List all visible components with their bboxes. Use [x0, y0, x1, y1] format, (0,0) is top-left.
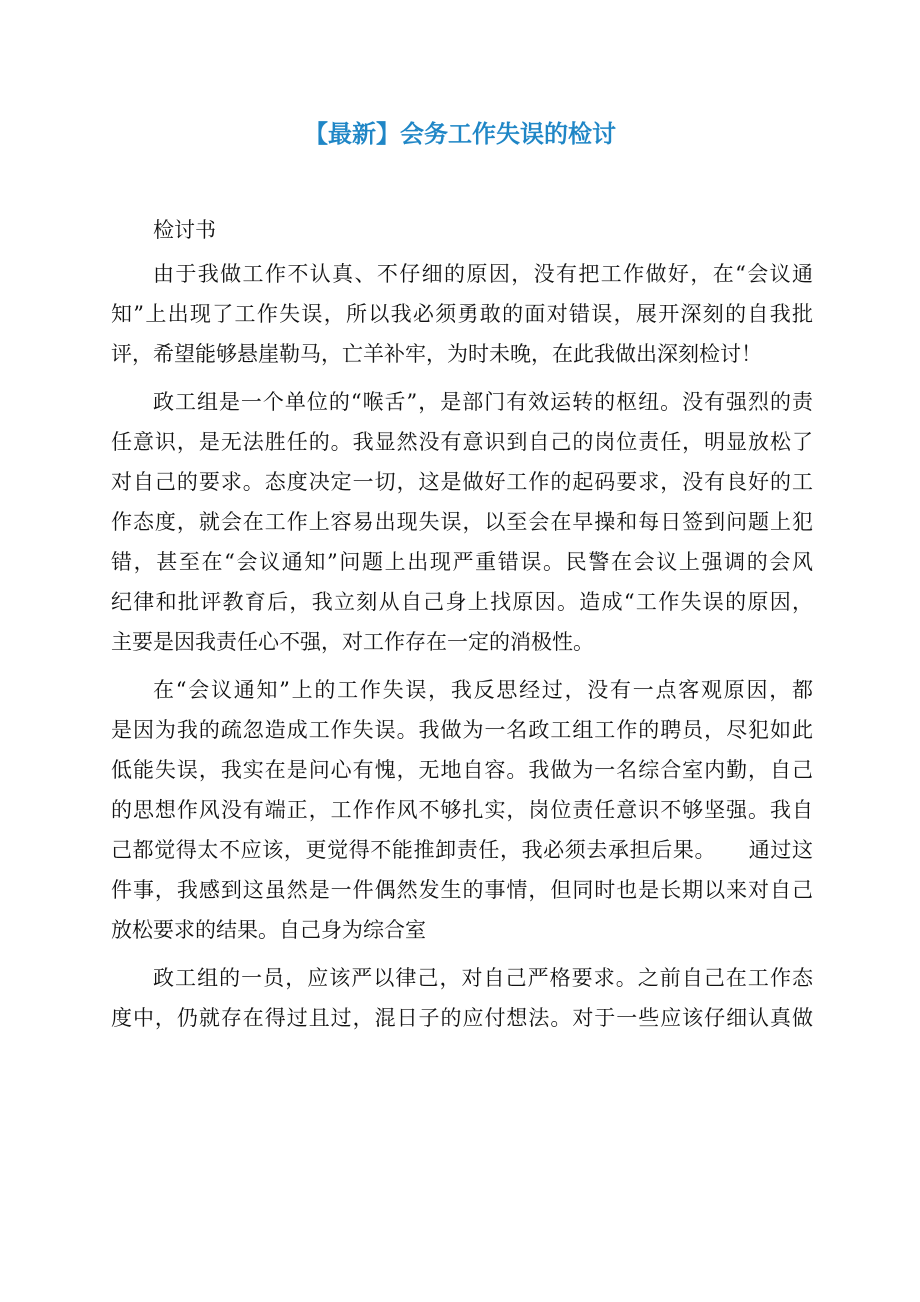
document-title: 【最新】会务工作失误的检讨 [304, 119, 616, 148]
heading-line: 检讨书 [153, 218, 216, 242]
paragraph-line: 度中，仍就存在得过且过，混日子的应付想法。对于一些应该仔细认真做 [111, 1006, 813, 1030]
document-body [111, 210, 813, 1038]
paragraph-line: 由于我做工作不认真、不仔细的原因，没有把工作做好，在“会议通 [153, 262, 813, 286]
paragraph-line: 作态度，就会在工作上容易出现失误，以至会在早操和每日签到问题上犯 [111, 510, 813, 534]
paragraph-line: 低能失误，我实在是问心有愧，无地自容。我做为一名综合室内勤，自己 [111, 758, 813, 782]
paragraph-3 [111, 670, 813, 950]
paragraph-line: 纪律和批评教育后，我立刻从自己身上找原因。造成“工作失误的原因， [111, 590, 813, 614]
paragraph-4 [111, 958, 813, 1038]
paragraph-line: 错，甚至在“会议通知”问题上出现严重错误。民警在会议上强调的会风 [111, 550, 813, 574]
paragraph-line: 对自己的要求。态度决定一切，这是做好工作的起码要求，没有良好的工 [111, 470, 813, 494]
paragraph-1 [111, 254, 813, 374]
spacer [111, 950, 813, 958]
paragraph-line: 是因为我的疏忽造成工作失误。我做为一名政工组工作的聘员，尽犯如此 [111, 718, 813, 742]
paragraph-2 [111, 382, 813, 662]
paragraph-line: 知”上出现了工作失误，所以我必须勇敢的面对错误，展开深刻的自我批 [111, 302, 813, 326]
spacer [111, 662, 813, 670]
paragraph-line: 任意识，是无法胜任的。我显然没有意识到自己的岗位责任，明显放松了 [111, 430, 813, 454]
spacer [111, 374, 813, 382]
paragraph-line: 主要是因我责任心不强，对工作存在一定的消极性。 [111, 630, 594, 654]
paragraph-line: 在“会议通知”上的工作失误，我反思经过，没有一点客观原因，都 [153, 678, 813, 702]
paragraph-line: 评，希望能够悬崖勒马，亡羊补牢，为时未晚，在此我做出深刻检讨！ [111, 342, 762, 366]
paragraph-line: 件事，我感到这虽然是一件偶然发生的事情，但同时也是长期以来对自己 [111, 878, 813, 902]
paragraph-line: 放松要求的结果。自己身为综合室 [111, 918, 426, 942]
paragraph-line: 政工组的一员，应该严以律己，对自己严格要求。之前自己在工作态 [153, 966, 813, 990]
paragraph-line: 的思想作风没有端正，工作作风不够扎实，岗位责任意识不够坚强。我自 [111, 798, 813, 822]
paragraph-line: 己都觉得太不应该，更觉得不能推卸责任，我必须去承担后果。 通过这 [111, 838, 813, 862]
paragraph-line: 政工组是一个单位的“喉舌”，是部门有效运转的枢纽。没有强烈的责 [153, 390, 813, 414]
